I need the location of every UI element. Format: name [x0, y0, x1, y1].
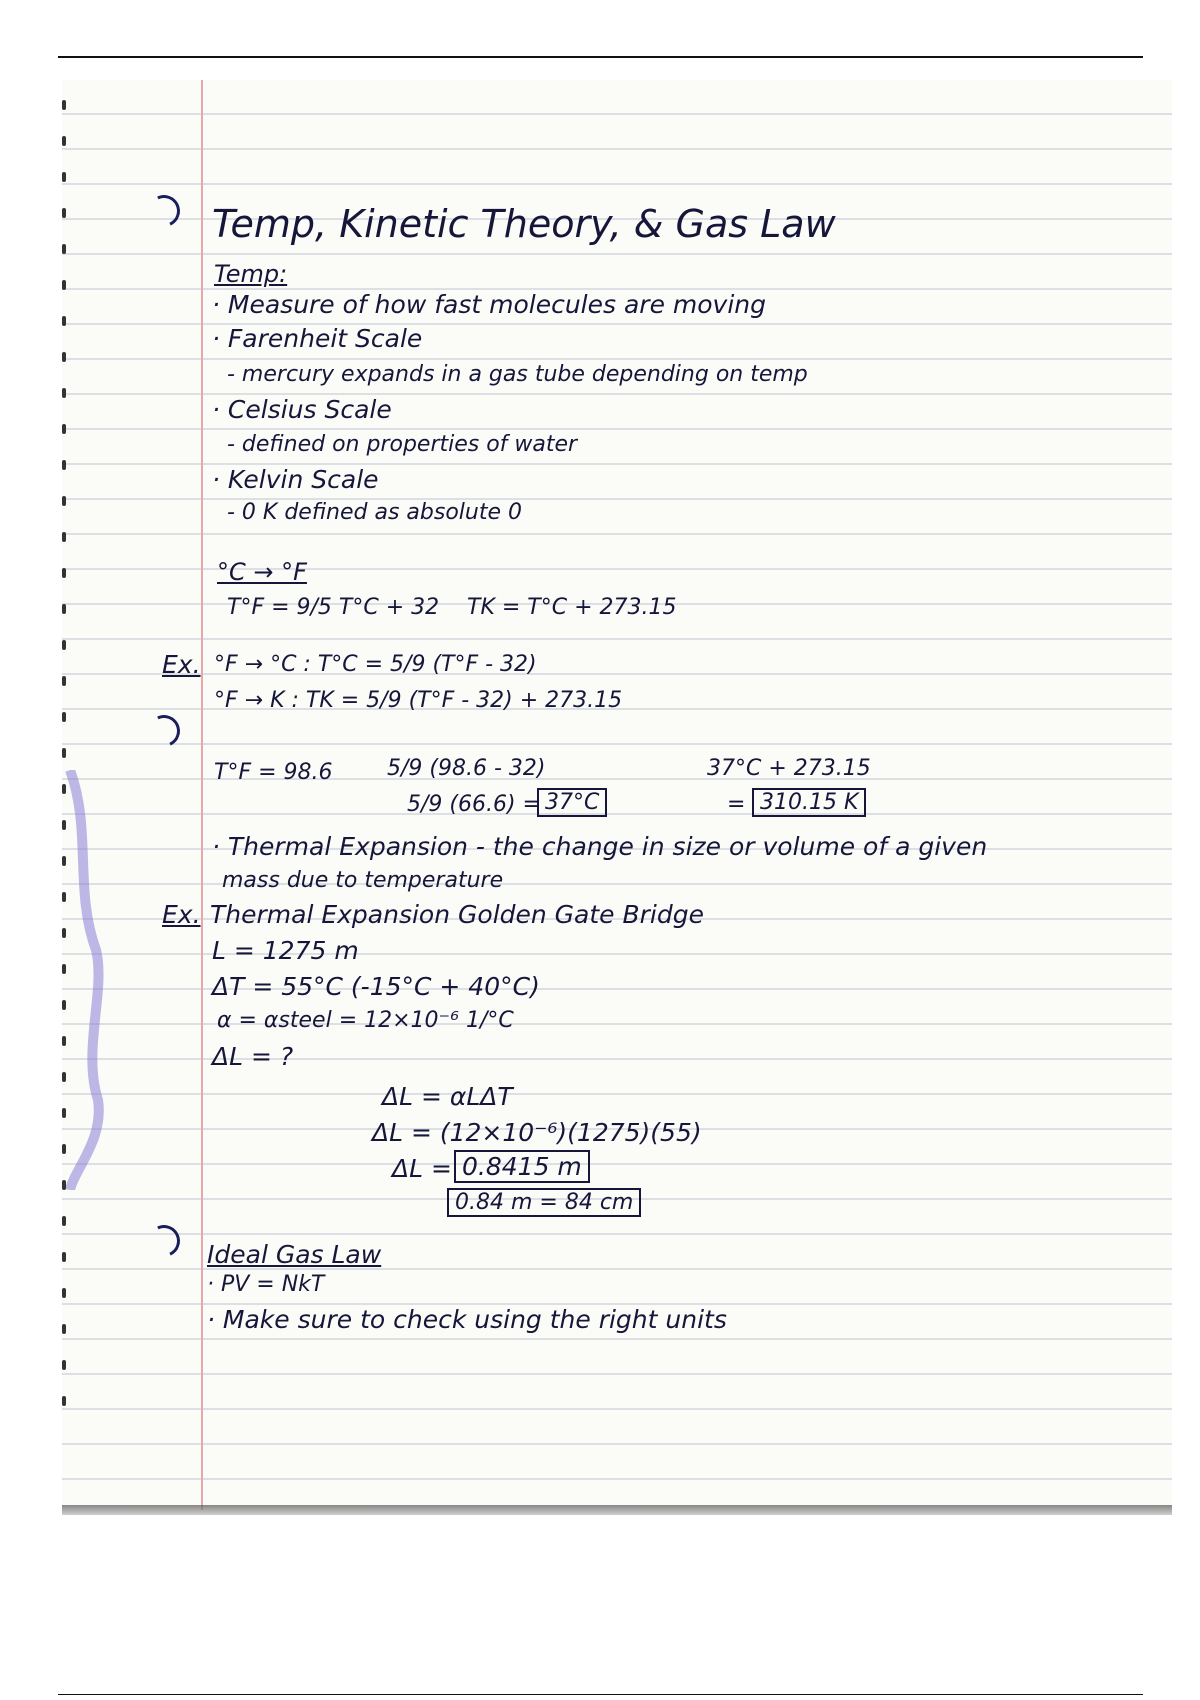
given-temperature: T°F = 98.6 [214, 760, 333, 785]
formula-kelvin: TK = T°C + 273.15 [467, 595, 677, 620]
purple-ink-smudge [62, 770, 112, 1190]
kelvin-equals: = [727, 792, 746, 817]
spine-dot [62, 568, 66, 578]
spine-dot [62, 1252, 66, 1262]
spine-dot [62, 1360, 66, 1370]
spine-dot [62, 208, 66, 218]
spine-dot [62, 712, 66, 722]
spine-dot [62, 388, 66, 398]
given-value: ΔL = ? [212, 1042, 294, 1071]
equation: ΔL = αLΔT [382, 1082, 513, 1111]
thermal-definition: mass due to temperature [222, 868, 504, 893]
spine-dot [62, 748, 66, 758]
spine-dot [62, 1216, 66, 1226]
spine-dot [62, 964, 66, 974]
temp-heading: Temp: [214, 260, 288, 288]
spine-dot [62, 1324, 66, 1334]
spine-dot [62, 352, 66, 362]
spine-dot [62, 604, 66, 614]
ideal-gas-heading: Ideal Gas Law [207, 1240, 382, 1269]
conversion-heading: °C → °F [217, 558, 307, 586]
spine-dot [62, 1036, 66, 1046]
thermal-definition: · Thermal Expansion - the change in size or volume of a given [212, 832, 988, 861]
given-value: L = 1275 m [212, 936, 359, 965]
calc-step: 5/9 (66.6) = [407, 792, 541, 817]
example-label: Ex. [162, 900, 201, 929]
spine-dot [62, 1396, 66, 1406]
temp-line: - mercury expands in a gas tube depending on temp [227, 362, 808, 387]
spine-dot [62, 316, 66, 326]
temp-line: · Measure of how fast molecules are moving [212, 290, 767, 319]
spine-dot [62, 1000, 66, 1010]
example-title: Thermal Expansion Golden Gate Bridge [210, 900, 704, 929]
spine-dot [62, 244, 66, 254]
spine-dot [62, 928, 66, 938]
result-box: 0.8415 m [454, 1150, 590, 1183]
spine-dot [62, 172, 66, 182]
equation: ΔL = (12×10⁻⁶)(1275)(55) [372, 1118, 702, 1147]
spine-dot [62, 1072, 66, 1082]
temp-line: - defined on properties of water [227, 432, 578, 457]
temp-line: · Kelvin Scale [212, 465, 379, 494]
result-celsius-box: 37°C [537, 788, 607, 817]
ideal-gas-line: · Make sure to check using the right units [207, 1305, 727, 1334]
top-rule [58, 56, 1143, 58]
equation: ΔL = [392, 1154, 452, 1183]
example-label: Ex. [162, 650, 201, 679]
spine-dot [62, 1180, 66, 1190]
temp-line: · Celsius Scale [212, 395, 392, 424]
page-bottom-shadow [62, 1505, 1172, 1515]
result-box: 0.84 m = 84 cm [447, 1188, 641, 1217]
spine-dot [62, 676, 66, 686]
spine-dot [62, 136, 66, 146]
spine-dot [62, 784, 66, 794]
spine-dot [62, 424, 66, 434]
spine-dot [62, 1108, 66, 1118]
result-kelvin-box: 310.15 K [752, 788, 866, 817]
spine-dot [62, 280, 66, 290]
spine-dot [62, 640, 66, 650]
spine-dot [62, 856, 66, 866]
spine-dot [62, 496, 66, 506]
kelvin-step: 37°C + 273.15 [707, 756, 871, 781]
spine-dot [62, 1288, 66, 1298]
formula-fahrenheit: T°F = 9/5 T°C + 32 [227, 595, 440, 620]
spine-dot [62, 460, 66, 470]
spine-dot [62, 892, 66, 902]
temp-line: · Farenheit Scale [212, 324, 423, 353]
example-line: °F → °C : T°C = 5/9 (T°F - 32) [214, 652, 537, 677]
ideal-gas-line: · PV = NkT [207, 1272, 325, 1297]
example-line: °F → K : TK = 5/9 (T°F - 32) + 273.15 [214, 688, 623, 713]
notebook-page [62, 80, 1172, 1510]
calc-step: 5/9 (98.6 - 32) [387, 756, 546, 781]
given-value: ΔT = 55°C (-15°C + 40°C) [212, 972, 540, 1001]
given-value: α = αsteel = 12×10⁻⁶ 1/°C [217, 1008, 514, 1033]
spine-dot [62, 820, 66, 830]
spine-dot [62, 1144, 66, 1154]
page-title: Temp, Kinetic Theory, & Gas Law [212, 202, 836, 246]
bottom-rule [58, 1694, 1143, 1695]
spine-dot [62, 532, 66, 542]
temp-line: - 0 K defined as absolute 0 [227, 500, 523, 525]
spine-dot [62, 100, 66, 110]
